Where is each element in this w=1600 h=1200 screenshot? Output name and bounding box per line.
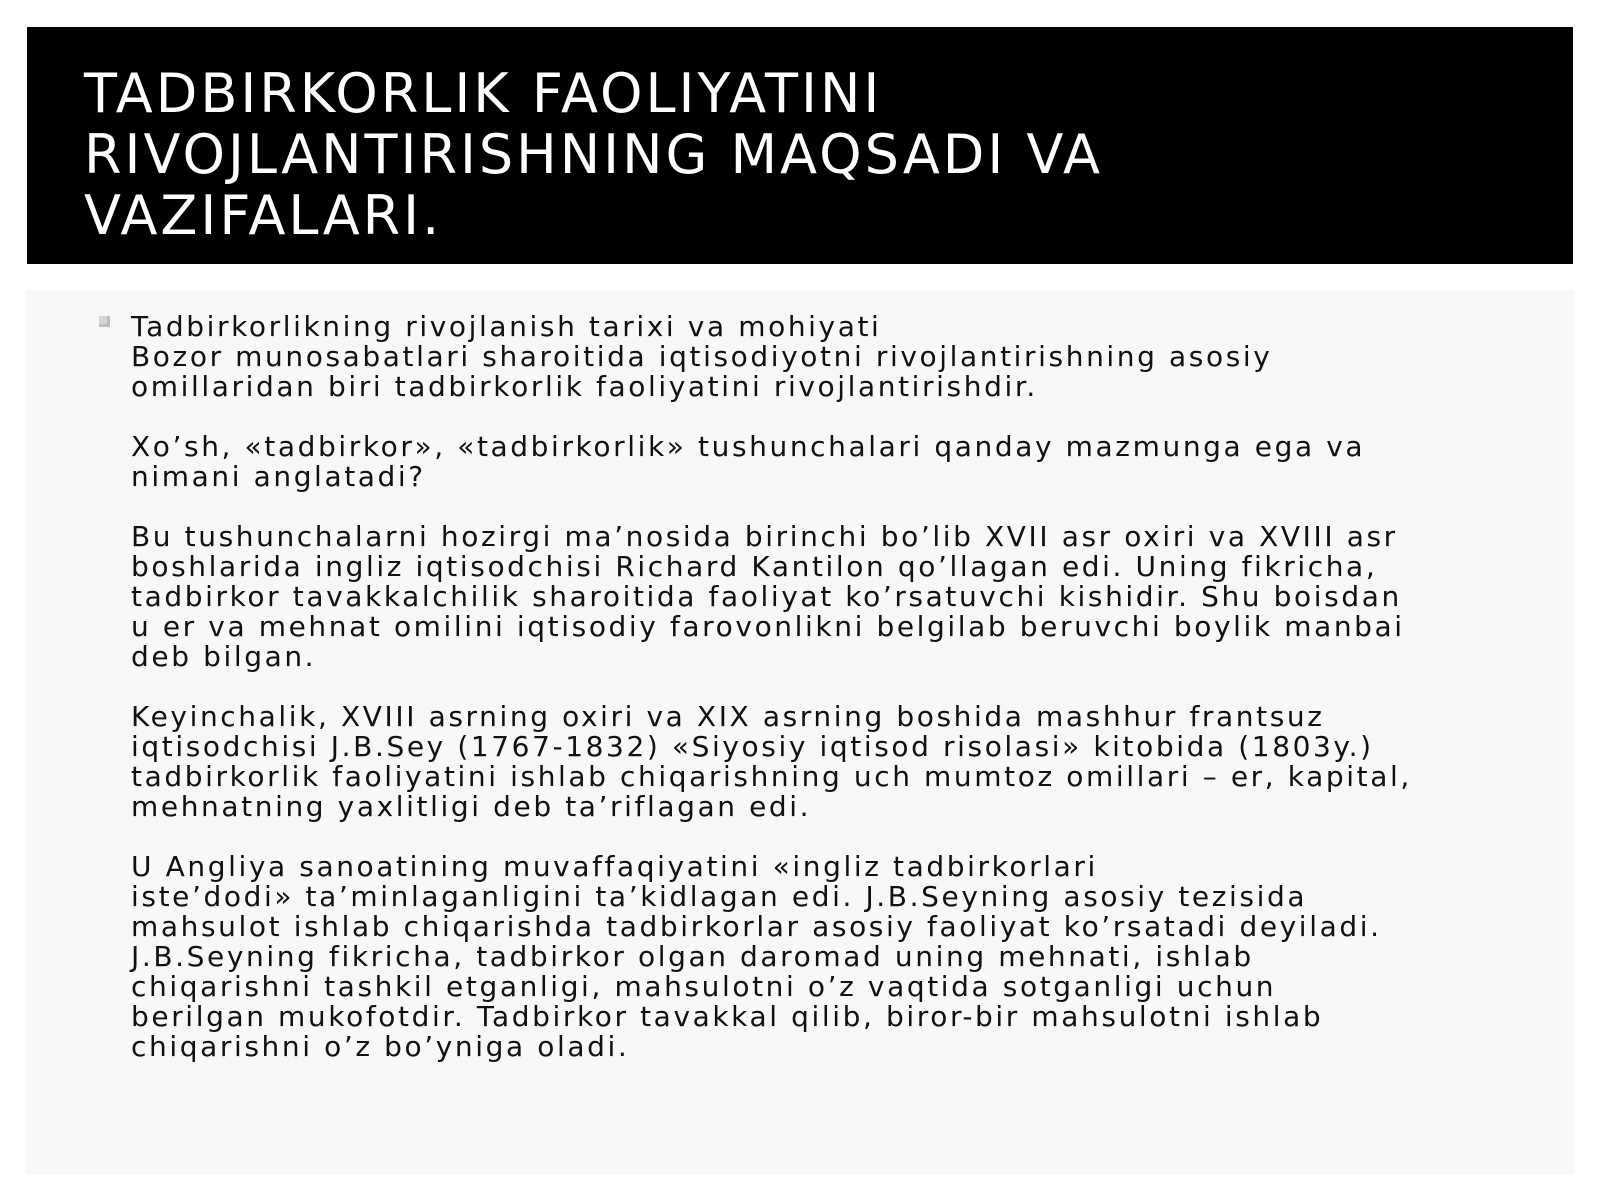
text-line: berilgan mukofotdir. Tadbirkor tavakkal qilib, biror-bir mahsulotni ishlab <box>131 1000 1324 1033</box>
title-bar <box>27 27 1573 264</box>
text-line: tadbirkorlik faoliyatini ishlab chiqarishning uch mumtoz omillari – er, kapital, <box>131 760 1412 793</box>
paragraph-3 <box>131 522 1571 672</box>
title-line-3: VAZIFALARI. <box>84 184 443 247</box>
text-line: Tadbirkorlikning rivojlanish tarixi va mohiyati <box>131 310 882 343</box>
square-bullet-icon <box>99 316 110 327</box>
paragraph-2 <box>131 432 1571 492</box>
paragraph-4 <box>131 702 1571 822</box>
paragraph-1 <box>131 312 1571 402</box>
text-line: Xo’sh, «tadbirkor», «tadbirkorlik» tushunchalari qanday mazmunga ega va <box>131 430 1366 463</box>
text-line: chiqarishni tashkil etganligi, mahsulotni o’z vaqtida sotganligi uchun <box>131 970 1277 1003</box>
text-line: u er va mehnat omilini iqtisodiy farovonlikni belgilab beruvchi boylik manbai <box>131 610 1405 643</box>
text-line: iqtisodchisi J.B.Sey (1767-1832) «Siyosiy iqtisod risolasi» kitobida (1803y.) <box>131 730 1374 763</box>
text-line: mehnatning yaxlitligi deb ta’riflagan edi. <box>131 790 812 823</box>
text-line: iste’dodi» ta’minlaganligini ta’kidlagan edi. J.B.Seyning asosiy tezisida <box>131 880 1308 913</box>
text-line: tadbirkor tavakkalchilik sharoitida faoliyat ko’rsatuvchi kishidir. Shu boisdan <box>131 580 1402 613</box>
text-line: mahsulot ishlab chiqarishda tadbirkorlar asosiy faoliyat ko’rsatadi deyiladi. <box>131 910 1382 943</box>
text-line: chiqarishni o’z bo’yniga oladi. <box>131 1030 630 1063</box>
text-line: boshlarida ingliz iqtisodchisi Richard Kantilon qo’llagan edi. Uning fikricha, <box>131 550 1378 583</box>
title-line-1: TADBIRKORLIK FAOLIYATINI <box>84 62 883 125</box>
text-line: nimani anglatadi? <box>131 460 426 493</box>
bullet-text <box>131 312 1571 1092</box>
content-panel <box>25 290 1575 1175</box>
text-line: U Angliya sanoatining muvaffaqiyatini «ingliz tadbirkorlari <box>131 850 1098 883</box>
text-line: J.B.Seyning fikricha, tadbirkor olgan daromad uning mehnati, ishlab <box>131 940 1254 973</box>
text-line: Bu tushunchalarni hozirgi ma’nosida birinchi bo’lib XVII asr oxiri va XVIII asr <box>131 520 1398 553</box>
text-line: Keyinchalik, XVIII asrning oxiri va XIX asrning boshida mashhur frantsuz <box>131 700 1325 733</box>
slide-title <box>84 63 1573 246</box>
title-line-2: RIVOJLANTIRISHNING MAQSADI VA <box>84 123 1103 186</box>
text-line: Bozor munosabatlari sharoitida iqtisodiyotni rivojlantirishning asosiy <box>131 340 1273 373</box>
paragraph-5 <box>131 852 1571 1062</box>
text-line: deb bilgan. <box>131 640 317 673</box>
text-line: omillaridan biri tadbirkorlik faoliyatini rivojlantirishdir. <box>131 370 1038 403</box>
